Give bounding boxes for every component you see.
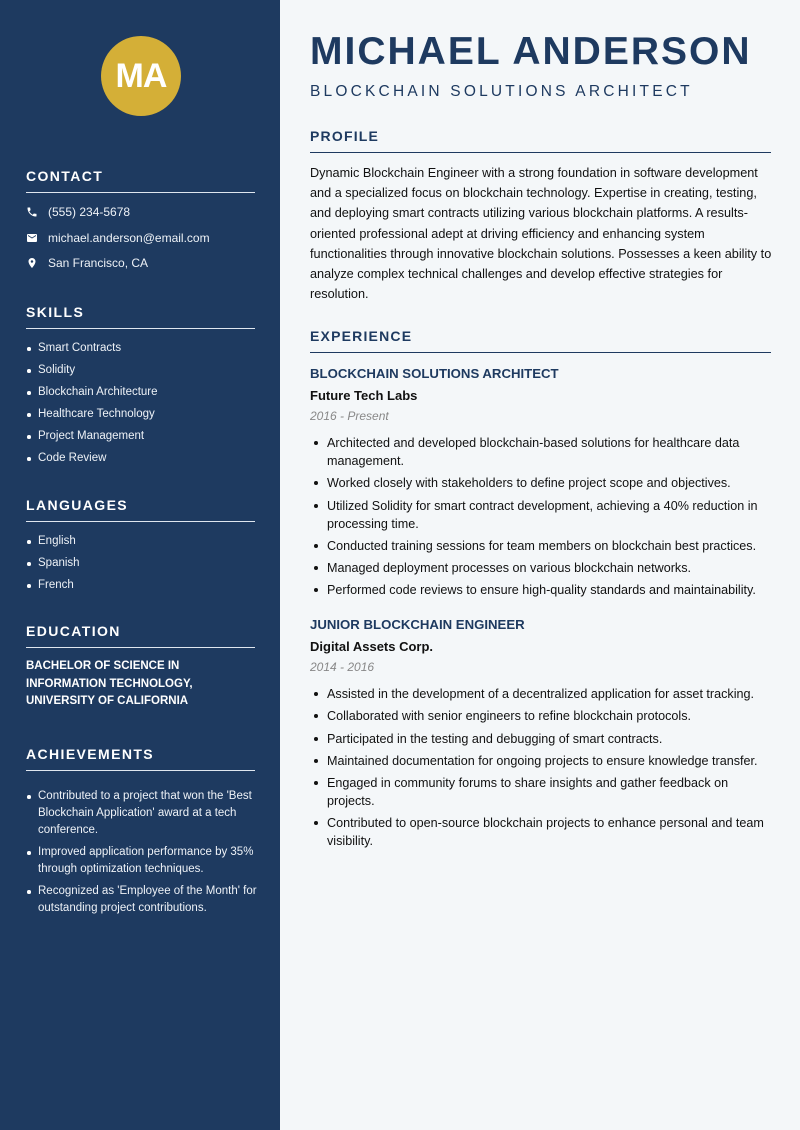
skill-item: Code Review: [26, 450, 258, 467]
skill-item: Smart Contracts: [26, 340, 258, 357]
job-entry: [310, 617, 772, 855]
education-line: INFORMATION TECHNOLOGY,: [26, 677, 193, 690]
profile-text: Dynamic Blockchain Engineer with a strong foundation in software development and a specialized focus on blockchain technology. Expertise in creating, testing, and deploying smart contracts utilizing various blockchain platforms. A results-oriented professional adept at driving efficiency and enhancing system functionalities through innovative blockchain solutions. Possesses a keen ability to analyze complex technical challenges and develop effective strategies for resolution.: [310, 166, 772, 302]
job-title: JUNIOR BLOCKCHAIN ENGINEER: [310, 617, 525, 632]
skills-heading: SKILLS: [26, 304, 255, 329]
achievements-heading: ACHIEVEMENTS: [26, 746, 255, 771]
job-bullet: Architected and developed blockchain-based solutions for healthcare data management.: [310, 434, 772, 470]
email-icon: [26, 232, 38, 244]
job-bullets: [310, 434, 772, 599]
job-bullet: Participated in the testing and debugging of smart contracts.: [310, 730, 772, 748]
job-bullet: Contributed to open-source blockchain projects to enhance personal and team visibility.: [310, 814, 772, 850]
job-entry: [310, 366, 772, 604]
candidate-name: MICHAEL ANDERSON: [310, 30, 752, 73]
sidebar: [0, 0, 280, 1130]
skill-item: Healthcare Technology: [26, 406, 258, 423]
job-bullet: Conducted training sessions for team members on blockchain best practices.: [310, 537, 772, 555]
job-title: BLOCKCHAIN SOLUTIONS ARCHITECT: [310, 366, 559, 381]
job-bullet: Utilized Solidity for smart contract development, achieving a 40% reduction in processing time.: [310, 497, 772, 533]
job-bullet: Engaged in community forums to share insights and gather feedback on projects.: [310, 774, 772, 810]
experience-heading: EXPERIENCE: [310, 328, 771, 353]
job-dates: 2016 - Present: [310, 409, 389, 423]
language-item: Spanish: [26, 555, 258, 572]
job-bullet: Worked closely with stakeholders to define project scope and objectives.: [310, 474, 772, 492]
job-bullet: Managed deployment processes on various blockchain networks.: [310, 559, 772, 577]
job-company: Digital Assets Corp.: [310, 639, 434, 654]
location-pin-icon: [26, 257, 38, 269]
profile-heading: PROFILE: [310, 128, 771, 153]
job-dates: 2014 - 2016: [310, 660, 375, 674]
skill-item: Solidity: [26, 362, 258, 379]
job-bullet: Maintained documentation for ongoing projects to ensure knowledge transfer.: [310, 752, 772, 770]
achievement-item: Contributed to a project that won the 'Best Blockchain Application' award at a tech conference.: [26, 788, 258, 839]
contact-location: San Francisco, CA: [26, 256, 148, 270]
job-bullets: [310, 685, 772, 850]
skills-list: [26, 340, 258, 472]
languages-list: [26, 533, 258, 599]
skill-item: Blockchain Architecture: [26, 384, 258, 401]
languages-heading: LANGUAGES: [26, 497, 255, 522]
language-item: English: [26, 533, 258, 550]
achievement-item: Recognized as 'Employee of the Month' for outstanding project contributions.: [26, 883, 258, 917]
job-company: Future Tech Labs: [310, 388, 418, 403]
job-bullet: Collaborated with senior engineers to refine blockchain protocols.: [310, 707, 772, 725]
phone-icon: [26, 206, 38, 218]
candidate-title: BLOCKCHAIN SOLUTIONS ARCHITECT: [310, 83, 693, 100]
job-bullet: Assisted in the development of a decentralized application for asset tracking.: [310, 685, 772, 703]
education-entry: [26, 658, 226, 711]
contact-phone: (555) 234-5678: [26, 205, 130, 219]
achievement-item: Improved application performance by 35% through optimization techniques.: [26, 844, 258, 878]
contact-email: michael.anderson@email.com: [26, 231, 210, 245]
skill-item: Project Management: [26, 428, 258, 445]
education-line: BACHELOR OF SCIENCE IN: [26, 660, 180, 672]
contact-heading: CONTACT: [26, 168, 255, 193]
language-item: French: [26, 577, 258, 594]
education-line: UNIVERSITY OF CALIFORNIA: [26, 695, 189, 707]
achievements-list: [26, 788, 258, 922]
avatar: MA: [101, 36, 181, 116]
job-bullet: Performed code reviews to ensure high-quality standards and maintainability.: [310, 581, 772, 599]
education-heading: EDUCATION: [26, 623, 255, 648]
